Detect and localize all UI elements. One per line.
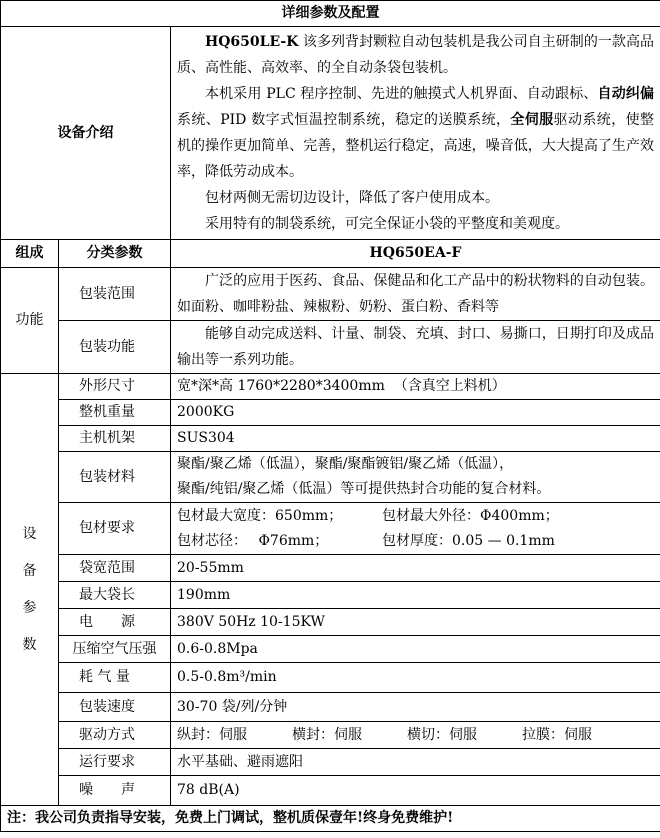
frame-value: SUS304 xyxy=(171,426,660,452)
size-note: （含真空上料机） xyxy=(393,378,506,394)
function-row-range xyxy=(1,268,660,321)
drive-value xyxy=(171,722,660,749)
intro-paragraph-4: 采用特有的制袋系统，可完全保证小袋的平整度和美观度。 xyxy=(205,216,569,232)
equip-row-power xyxy=(1,609,660,636)
equip-row-operation xyxy=(1,749,660,776)
intro-p2d: 全伺服 xyxy=(510,112,554,128)
bag-length-label: 最大袋长 xyxy=(59,582,171,609)
intro-p2b: 自动纠偏 xyxy=(597,86,655,102)
requirement-label: 包材要求 xyxy=(59,503,171,555)
requirement-line-1 xyxy=(177,504,654,529)
footer-note: 注：我公司负责指导安装，免费上门调试，整机质保壹年!终身免费维护! xyxy=(1,806,660,832)
function-range-value xyxy=(171,268,660,321)
function-range-label: 包装范围 xyxy=(59,268,171,321)
requirement-value xyxy=(171,503,660,555)
drive-horizontal-seal: 横封：伺服 xyxy=(292,726,362,743)
drive-vertical-seal: 纵封：伺服 xyxy=(177,726,247,743)
size-value xyxy=(171,374,660,400)
intro-p2e: 驱动系统，使整机的操作更加简单、完善，整机运行稳定，高速，噪音低，大大提高了生产效率，降低劳动成本。 xyxy=(177,112,655,180)
speed-value: 30-70 袋/列/分钟 xyxy=(171,693,660,722)
function-feature-text: 能够自动完成送料、计量、制袋、充填、封口、易撕口，日期打印及成品输出等一系列功能。 xyxy=(177,326,654,368)
weight-value: 2000KG xyxy=(171,400,660,426)
model-name: HQ650LE-K xyxy=(205,34,299,50)
function-feature-label: 包装功能 xyxy=(59,321,171,374)
function-feature-value xyxy=(171,321,660,374)
drive-items xyxy=(177,723,654,748)
equip-row-noise xyxy=(1,776,660,806)
requirement-line-2 xyxy=(177,529,654,554)
weight-label: 整机重量 xyxy=(59,400,171,426)
equip-row-speed xyxy=(1,693,660,722)
size-text: 宽*深*高 1760*2280*3400mm xyxy=(177,378,385,394)
equip-row-drive xyxy=(1,722,660,749)
intro-text xyxy=(171,27,660,240)
function-range-text: 广泛的应用于医药、食品、保健品和化工产品中的粉状物料的自动包装。如面粉、咖啡粉盐、辣椒粉、奶粉、蛋白粉、香料等 xyxy=(177,273,654,315)
intro-p2a: 本机采用 PLC 程序控制、先进的触摸式人机界面、自动跟标、 xyxy=(205,86,598,102)
operation-label: 运行要求 xyxy=(59,749,171,776)
equipment-group-char: 数 xyxy=(22,636,37,653)
frame-label: 主机机架 xyxy=(59,426,171,452)
intro-label: 设备介绍 xyxy=(1,27,171,240)
header-col-group: 组成 xyxy=(1,240,59,268)
equip-row-frame xyxy=(1,426,660,452)
equip-row-material xyxy=(1,452,660,503)
air-pressure-label: 压缩空气压强 xyxy=(59,636,171,663)
equip-row-size xyxy=(1,374,660,400)
requirement-thickness: 包材厚度：0.05 — 0.1mm xyxy=(382,532,555,549)
equipment-group-char: 设 xyxy=(22,525,37,542)
operation-value: 水平基础、避雨遮阳 xyxy=(171,749,660,776)
bag-width-value: 20-55mm xyxy=(171,555,660,582)
title-row xyxy=(1,1,660,27)
power-label: 电 源 xyxy=(59,609,171,636)
intro-paragraph-3: 包材两侧无需切边设计，降低了客户使用成本。 xyxy=(205,190,499,206)
requirement-max-width: 包材最大宽度：650mm； xyxy=(177,507,343,524)
header-row xyxy=(1,240,660,268)
material-value xyxy=(171,452,660,503)
table-title: 详细参数及配置 xyxy=(1,1,660,27)
bag-width-label: 袋宽范围 xyxy=(59,555,171,582)
requirement-max-diameter: 包材最大外径：Φ400mm； xyxy=(382,507,559,524)
equip-row-weight xyxy=(1,400,660,426)
drive-film-pull: 拉膜：伺服 xyxy=(522,726,592,743)
header-col-category: 分类参数 xyxy=(59,240,171,268)
noise-value: 78 dB(A) xyxy=(171,776,660,806)
equip-row-bag-length xyxy=(1,582,660,609)
bag-length-value: 190mm xyxy=(171,582,660,609)
speed-label: 包装速度 xyxy=(59,693,171,722)
intro-p2c: 系统、PID 数字式恒温控制系统，稳定的送膜系统， xyxy=(177,112,511,128)
air-consumption-label: 耗 气 量 xyxy=(59,663,171,693)
air-pressure-value: 0.6-0.8Mpa xyxy=(171,636,660,663)
intro-paragraph-1 xyxy=(177,29,654,81)
equipment-group-char: 备 xyxy=(22,562,37,579)
function-group-label: 功能 xyxy=(1,268,59,374)
material-line-2: 聚酯/纯铝/聚乙烯（低温）等可提供热封合功能的复合材料。 xyxy=(177,481,551,497)
drive-label: 驱动方式 xyxy=(59,722,171,749)
power-value: 380V 50Hz 10-15KW xyxy=(171,609,660,636)
equip-row-requirement xyxy=(1,503,660,555)
requirement-core-diameter: 包材芯径： Φ76mm； xyxy=(177,532,329,549)
note-row xyxy=(1,806,660,832)
air-consumption-value: 0.5-0.8m³/min xyxy=(171,663,660,693)
function-row-feature xyxy=(1,321,660,374)
intro-row xyxy=(1,27,660,240)
equip-row-bag-width xyxy=(1,555,660,582)
drive-horizontal-cut: 横切：伺服 xyxy=(407,726,477,743)
intro-p1: 该多列背封颗粒自动包装机是我公司自主研制的一款高品质、高性能、高效率、的全自动条袋包装机。 xyxy=(177,34,654,76)
material-line-1: 聚酯/聚乙烯（低温），聚酯/聚酯镀铝/聚乙烯（低温）， xyxy=(177,456,514,472)
equipment-group-label xyxy=(1,374,59,806)
equip-row-air-pressure xyxy=(1,636,660,663)
equipment-group-char: 参 xyxy=(22,599,37,616)
equip-row-air-consumption xyxy=(1,663,660,693)
noise-label: 噪 声 xyxy=(59,776,171,806)
size-label: 外形尺寸 xyxy=(59,374,171,400)
material-label: 包装材料 xyxy=(59,452,171,503)
intro-paragraph-2 xyxy=(177,81,654,185)
header-col-model: HQ650EA-F xyxy=(171,240,660,268)
